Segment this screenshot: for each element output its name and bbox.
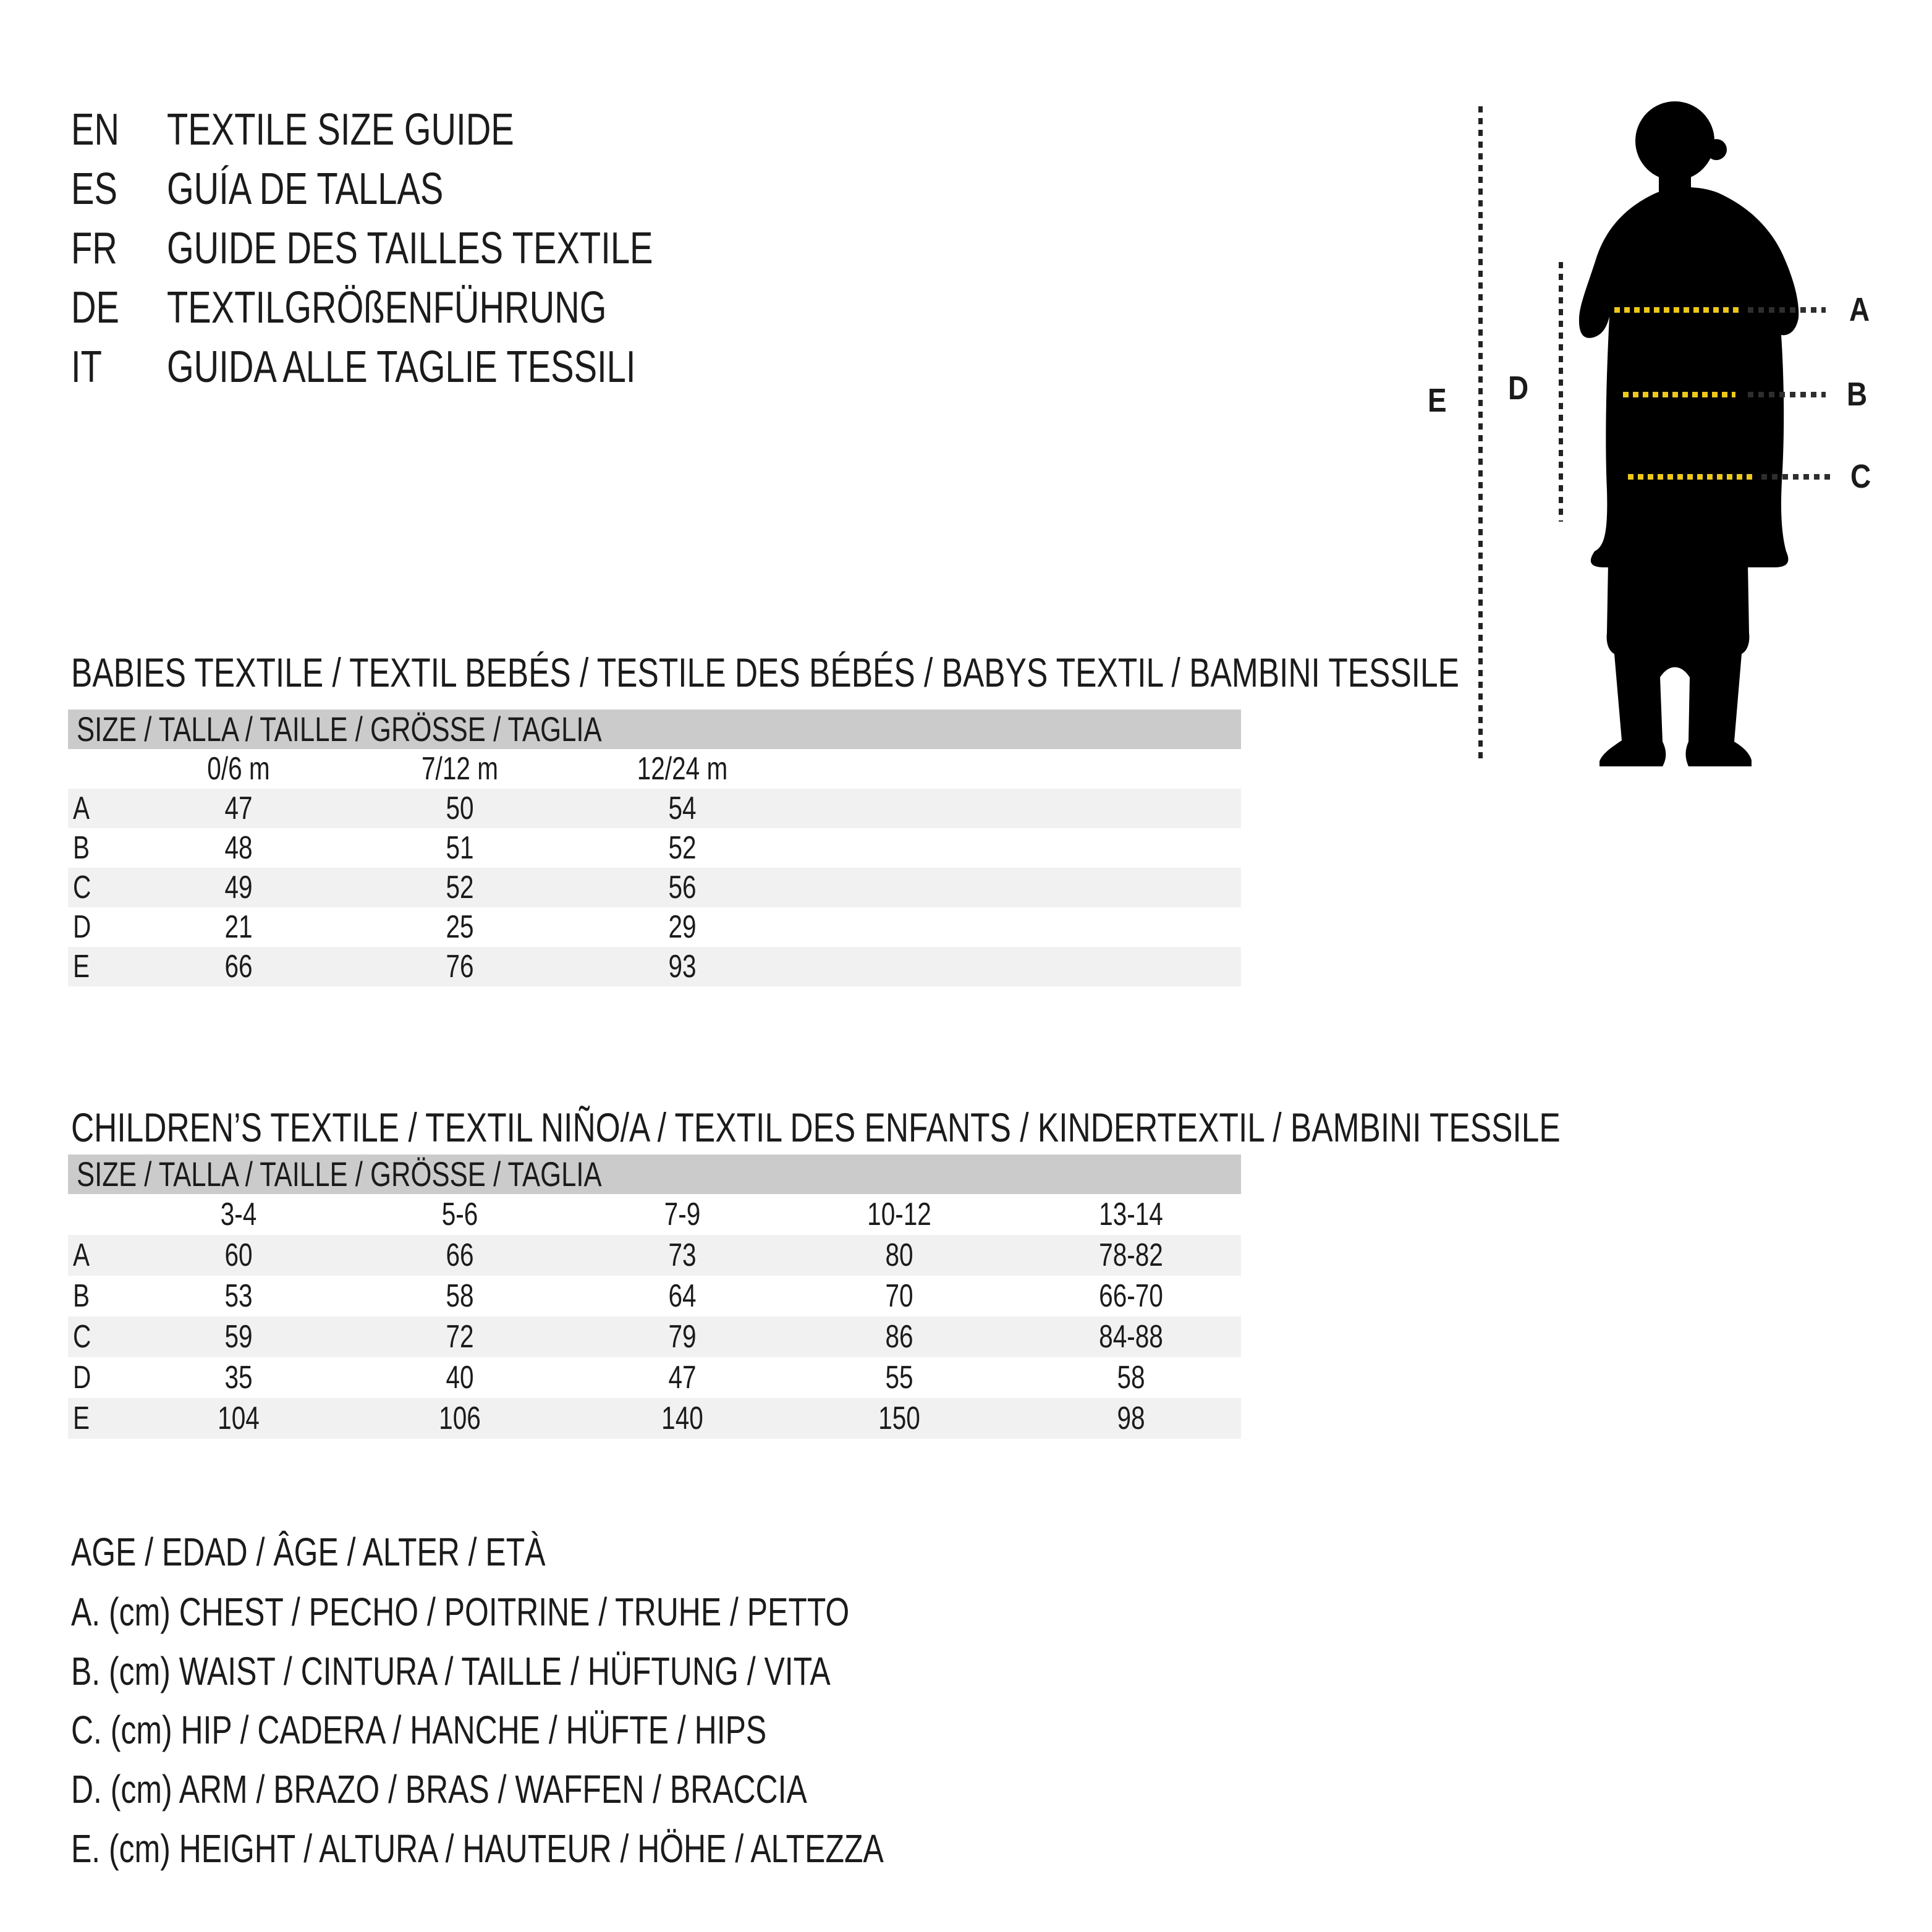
language-code: IT — [71, 342, 102, 392]
chest-line-a-yellow — [1614, 307, 1741, 313]
babies-size-table — [68, 710, 1241, 986]
cell-value: 66 — [446, 1237, 474, 1273]
cell-value: 78-82 — [1099, 1237, 1163, 1273]
cell-value: 47 — [668, 1360, 697, 1396]
cell-value: 35 — [224, 1360, 253, 1396]
language-title: GUIDE DES TAILLES TEXTILE — [167, 224, 653, 273]
cell-value: 140 — [661, 1400, 703, 1436]
cell-value: 73 — [668, 1237, 697, 1273]
legend-line-arm: D. (cm) ARM / BRAZO / BRAS / WAFFEN / BRACCIA — [71, 1767, 807, 1811]
babies-section-heading: BABIES TEXTILE / TEXTIL BEBÉS / TESTILE DES BÉBÉS / BABYS TEXTIL / BAMBINI TESSILE — [71, 650, 1459, 695]
column-header: 12/24 m — [637, 751, 728, 787]
cell-value: 47 — [224, 790, 253, 826]
row-label: A — [73, 790, 90, 826]
cell-value: 66-70 — [1099, 1278, 1163, 1314]
cell-value: 54 — [668, 790, 697, 826]
table-row-e — [68, 1398, 1241, 1439]
cell-value: 86 — [885, 1319, 913, 1355]
column-header: 3-4 — [220, 1197, 257, 1232]
language-title: TEXTILGRÖßENFÜHRUNG — [167, 283, 607, 333]
cell-value: 53 — [224, 1278, 253, 1314]
cell-value: 84-88 — [1099, 1319, 1163, 1355]
cell-value: 60 — [224, 1237, 253, 1273]
cell-value: 29 — [668, 909, 697, 945]
row-label: B — [73, 1278, 90, 1314]
language-title: GUÍA DE TALLAS — [167, 164, 444, 214]
legend-line-age: AGE / EDAD / ÂGE / ALTER / ETÀ — [71, 1530, 546, 1574]
column-header: 7/12 m — [421, 751, 499, 787]
cell-value: 48 — [224, 830, 253, 866]
cell-value: 58 — [446, 1278, 474, 1314]
size-header-bar — [68, 1155, 1241, 1194]
language-code: FR — [71, 224, 117, 273]
table-row-a — [68, 789, 1241, 828]
cell-value: 106 — [439, 1400, 481, 1436]
row-label: C — [73, 870, 91, 905]
column-header: 7-9 — [664, 1197, 701, 1232]
table-row-d — [68, 1357, 1241, 1398]
cell-value: 49 — [224, 870, 253, 905]
column-header-row — [68, 749, 1241, 789]
measure-label-b: B — [1847, 376, 1868, 413]
legend-line-height: E. (cm) HEIGHT / ALTURA / HAUTEUR / HÖHE / ALTEZZA — [71, 1826, 884, 1871]
cell-value: 66 — [224, 949, 253, 985]
cell-value: 93 — [668, 949, 697, 985]
measure-label-c: C — [1850, 458, 1871, 495]
cell-value: 52 — [446, 870, 474, 905]
arm-measure-line-d — [1559, 262, 1563, 522]
legend-line-hip: C. (cm) HIP / CADERA / HANCHE / HÜFTE / HIPS — [71, 1708, 767, 1752]
size-header-bar — [68, 710, 1241, 749]
cell-value: 50 — [446, 790, 474, 826]
table-row-d — [68, 907, 1241, 947]
waist-line-b-yellow — [1623, 392, 1735, 397]
children-size-table — [68, 1155, 1241, 1439]
waist-line-b-dash — [1748, 392, 1826, 397]
measure-label-e: E — [1428, 382, 1447, 419]
hip-line-c-yellow — [1628, 474, 1754, 480]
cell-value: 40 — [446, 1360, 474, 1396]
cell-value: 98 — [1117, 1400, 1145, 1436]
cell-value: 79 — [668, 1319, 697, 1355]
table-row-c — [68, 1316, 1241, 1357]
chest-line-a-dash — [1748, 307, 1826, 313]
language-code: ES — [71, 164, 117, 214]
column-header: 13-14 — [1099, 1197, 1163, 1232]
legend-line-waist: B. (cm) WAIST / CINTURA / TAILLE / HÜFTUNG / VITA — [71, 1649, 831, 1693]
cell-value: 76 — [446, 949, 474, 985]
table-row-b — [68, 828, 1241, 868]
column-header: 5-6 — [441, 1197, 478, 1232]
table-row-e — [68, 947, 1241, 986]
size-header-text: SIZE / TALLA / TAILLE / GRÖSSE / TAGLIA — [77, 710, 602, 748]
row-label: E — [73, 1400, 90, 1436]
row-label: C — [73, 1319, 91, 1355]
cell-value: 150 — [878, 1400, 920, 1436]
cell-value: 51 — [446, 830, 474, 866]
language-title: GUIDA ALLE TAGLIE TESSILI — [167, 342, 636, 392]
table-row-a — [68, 1235, 1241, 1276]
language-code: DE — [71, 283, 120, 333]
row-label: A — [73, 1237, 90, 1273]
row-label: D — [73, 1360, 91, 1396]
column-header: 0/6 m — [207, 751, 270, 787]
cell-value: 56 — [668, 870, 697, 905]
cell-value: 59 — [224, 1319, 253, 1355]
measure-label-a: A — [1849, 291, 1870, 328]
hip-line-c-dash — [1761, 474, 1832, 480]
children-section-heading: CHILDREN’S TEXTILE / TEXTIL NIÑO/A / TEXTIL DES ENFANTS / KINDERTEXTIL / BAMBINI TESSILE — [71, 1104, 1561, 1150]
cell-value: 58 — [1117, 1360, 1145, 1396]
legend-line-chest: A. (cm) CHEST / PECHO / POITRINE / TRUHE / PETTO — [71, 1590, 850, 1634]
cell-value: 80 — [885, 1237, 913, 1273]
cell-value: 70 — [885, 1278, 913, 1314]
cell-value: 104 — [218, 1400, 260, 1436]
cell-value: 55 — [885, 1360, 913, 1396]
size-header-text: SIZE / TALLA / TAILLE / GRÖSSE / TAGLIA — [77, 1155, 602, 1193]
measure-label-d: D — [1508, 370, 1529, 407]
table-row-b — [68, 1276, 1241, 1316]
cell-value: 21 — [224, 909, 253, 945]
row-label: D — [73, 909, 91, 945]
column-header: 10-12 — [867, 1197, 931, 1232]
column-header-row — [68, 1194, 1241, 1235]
row-label: B — [73, 830, 90, 866]
cell-value: 25 — [446, 909, 474, 945]
row-label: E — [73, 949, 90, 985]
cell-value: 64 — [668, 1278, 697, 1314]
cell-value: 52 — [668, 830, 697, 866]
table-row-c — [68, 868, 1241, 907]
cell-value: 72 — [446, 1319, 474, 1355]
child-silhouette — [1570, 100, 1811, 768]
language-code: EN — [71, 105, 120, 155]
language-title: TEXTILE SIZE GUIDE — [167, 105, 514, 155]
